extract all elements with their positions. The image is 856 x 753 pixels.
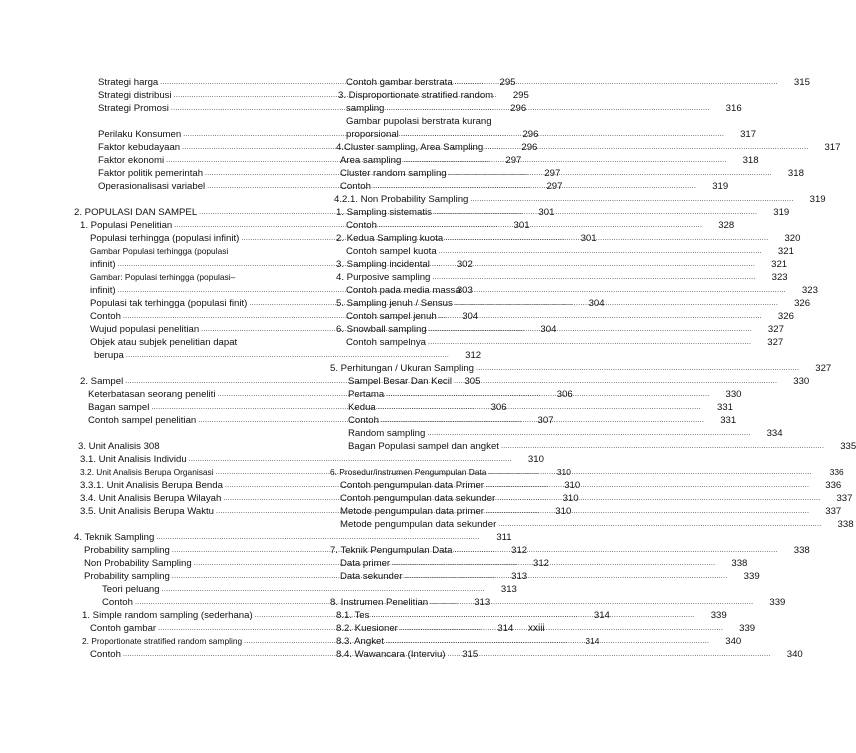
toc-entry bbox=[330, 245, 794, 258]
toc-entry-page: 317 bbox=[740, 129, 757, 140]
toc-entry-page: 310 bbox=[555, 506, 572, 517]
toc-entry-page: 312 bbox=[465, 350, 482, 361]
toc-entry-title: Objek atau subjek penelitian dapat bbox=[90, 337, 238, 348]
toc-entry-title: 2. Kedua Sampling kuota bbox=[336, 233, 444, 244]
toc-entry-page: 336 bbox=[829, 467, 844, 477]
toc-entry-title: berupa bbox=[94, 350, 124, 361]
toc-entry-page: 339 bbox=[769, 597, 786, 608]
toc-entry-title: Contoh gambar bbox=[90, 623, 157, 634]
toc-entry bbox=[330, 414, 737, 427]
toc-entry-title: infinit) bbox=[90, 285, 116, 296]
dot-leader bbox=[495, 492, 822, 505]
toc-entry-title: Faktor ekonomi bbox=[98, 155, 165, 166]
toc-entry-title: Strategi Promosi bbox=[98, 103, 169, 114]
toc-entry bbox=[330, 323, 784, 336]
dot-leader bbox=[371, 180, 698, 193]
toc-entry-title: Probability sampling bbox=[84, 571, 170, 582]
toc-entry-title: Perilaku Konsumen bbox=[98, 129, 182, 140]
toc-entry-page: 318 bbox=[787, 168, 804, 179]
toc-entry bbox=[330, 219, 735, 232]
toc-entry-title: Gambar pupolasi berstrata kurang bbox=[346, 116, 492, 127]
dot-leader bbox=[453, 76, 780, 89]
toc-entry-page: 319 bbox=[773, 207, 790, 218]
toc-entry-title: 8.1. Tes bbox=[336, 610, 370, 621]
toc-entry-page: 301 bbox=[538, 207, 555, 218]
toc-entry-title: Contoh bbox=[102, 597, 133, 608]
toc-entry-page: 327 bbox=[767, 337, 784, 348]
toc-entry bbox=[330, 102, 742, 115]
toc-entry bbox=[330, 284, 818, 297]
dot-leader bbox=[468, 193, 795, 206]
toc-entry-title: 2. Proportionate stratified random sampling bbox=[82, 636, 243, 646]
dot-leader bbox=[384, 635, 711, 648]
toc-entry bbox=[330, 310, 794, 323]
toc-entry-page: 314 bbox=[585, 636, 600, 646]
toc-entry-title: Cluster random sampling bbox=[340, 168, 447, 179]
toc-entry bbox=[330, 544, 810, 557]
dot-leader bbox=[376, 401, 703, 414]
toc-entry-page: 297 bbox=[544, 168, 561, 179]
toc-entry-title: 3. Disproportionate stratified random bbox=[338, 90, 494, 101]
toc-entry-title: 4.Cluster sampling, Area Sampling bbox=[336, 142, 484, 153]
toc-entry-title: Populasi terhingga (populasi infinit) bbox=[90, 233, 240, 244]
toc-entry-page: 319 bbox=[809, 194, 826, 205]
dot-leader bbox=[474, 362, 801, 375]
toc-entry-title: Metode pengumpulan data sekunder bbox=[340, 519, 497, 530]
toc-entry-title: Bagan sampel bbox=[88, 402, 150, 413]
toc-entry-page: 331 bbox=[720, 415, 737, 426]
toc-entry bbox=[330, 570, 760, 583]
toc-entry bbox=[330, 154, 759, 167]
toc-entry-page: 304 bbox=[462, 311, 479, 322]
toc-entry-page: 338 bbox=[793, 545, 810, 556]
toc-entry bbox=[330, 167, 804, 180]
toc-entry bbox=[74, 453, 544, 466]
toc-entry-page: 302 bbox=[456, 259, 473, 270]
toc-entry-page: 335 bbox=[840, 441, 856, 452]
toc-entry-title: 2. Sampel bbox=[80, 376, 124, 387]
toc-entry-page: 310 bbox=[527, 454, 544, 465]
dot-leader bbox=[425, 427, 752, 440]
dot-leader bbox=[432, 206, 759, 219]
toc-entry-title: Metode pengumpulan data primer bbox=[340, 506, 484, 517]
toc-entry-title: 6. Prosedur/instrumen Pengumpulan Data bbox=[330, 467, 487, 477]
toc-entry-page: 312 bbox=[532, 558, 549, 569]
toc-entry-page: 327 bbox=[767, 324, 784, 335]
toc-entry-title: Populasi tak terhingga (populasi finit) bbox=[90, 298, 248, 309]
toc-entry-page: 323 bbox=[771, 272, 788, 283]
dot-leader bbox=[384, 388, 711, 401]
dot-leader bbox=[402, 570, 729, 583]
toc-entry bbox=[330, 375, 810, 388]
toc-entry-title: Data primer bbox=[340, 558, 391, 569]
toc-entry-page: 310 bbox=[562, 493, 579, 504]
toc-entry-title: Bagan Populasi sampel dan angket bbox=[348, 441, 499, 452]
dot-leader bbox=[427, 323, 754, 336]
toc-entry bbox=[330, 336, 784, 349]
toc-entry-title: 4. Teknik Sampling bbox=[74, 532, 155, 543]
toc-entry-page: 340 bbox=[725, 636, 742, 647]
dot-leader bbox=[453, 297, 780, 310]
toc-entry-page: 306 bbox=[556, 389, 573, 400]
toc-entry bbox=[330, 596, 786, 609]
dot-leader bbox=[428, 596, 755, 609]
toc-entry bbox=[330, 258, 788, 271]
toc-entry-page: 320 bbox=[784, 233, 801, 244]
toc-entry-page: 334 bbox=[766, 428, 783, 439]
toc-entry-page: 295 bbox=[512, 90, 529, 101]
toc-entry-title: Contoh bbox=[346, 220, 377, 231]
toc-entry-title: Teori peluang bbox=[102, 584, 160, 595]
toc-entry-title: Contoh pengumpulan data Primer bbox=[340, 480, 484, 491]
toc-entry bbox=[330, 557, 748, 570]
toc-entry-page: 321 bbox=[777, 246, 794, 257]
toc-entry-title: Contoh bbox=[90, 311, 121, 322]
toc-entry-page: 318 bbox=[742, 155, 759, 166]
toc-entry-page: 339 bbox=[743, 571, 760, 582]
toc-entry-title: Pertama bbox=[348, 389, 385, 400]
toc-entry-title: Random sampling bbox=[348, 428, 426, 439]
page-number: xxiii bbox=[528, 623, 545, 634]
toc-entry-title: 3. Unit Analisis 308 bbox=[78, 441, 160, 452]
dot-leader bbox=[426, 336, 753, 349]
toc-entry-title: 4.2.1. Non Probability Sampling bbox=[334, 194, 469, 205]
toc-entry-page: 312 bbox=[511, 545, 528, 556]
toc-entry-title: Wujud populasi penelitian bbox=[90, 324, 200, 335]
toc-entry-page: 304 bbox=[540, 324, 557, 335]
toc-entry-page: 303 bbox=[456, 285, 473, 296]
toc-entry-page: 297 bbox=[546, 181, 563, 192]
toc-entry bbox=[330, 206, 790, 219]
toc-entry-page: 338 bbox=[731, 558, 748, 569]
dot-leader bbox=[483, 141, 810, 154]
toc-entry-title: Kedua bbox=[348, 402, 376, 413]
dot-leader bbox=[443, 232, 770, 245]
toc-entry bbox=[330, 401, 734, 414]
toc-entry-title: 3.4. Unit Analisis Berupa Wilayah bbox=[80, 493, 222, 504]
toc-entry-title: 3.1. Unit Analisis Individu bbox=[80, 454, 187, 465]
toc-entry-page: 330 bbox=[725, 389, 742, 400]
dot-leader bbox=[453, 544, 780, 557]
toc-entry-title: 8. Instrumen Penelitian bbox=[330, 597, 429, 608]
toc-entry-title: 3.3.1. Unit Analisis Berupa Benda bbox=[80, 480, 223, 491]
toc-entry-title: 8.2. Kuesioner bbox=[336, 623, 398, 634]
toc-entry bbox=[330, 128, 757, 141]
dot-leader bbox=[437, 310, 764, 323]
toc-entry-title: 8.3. Angket bbox=[336, 636, 385, 647]
toc-entry-page: 323 bbox=[801, 285, 818, 296]
toc-entry-title: 6. Snowball sampling bbox=[336, 324, 427, 335]
dot-leader bbox=[447, 167, 774, 180]
toc-entry-page: 315 bbox=[793, 77, 810, 88]
toc-entry-title: 3. Sampling incidental bbox=[336, 259, 430, 270]
dot-leader bbox=[486, 466, 813, 479]
toc-entry bbox=[330, 271, 788, 284]
dot-leader bbox=[445, 648, 772, 661]
dot-leader bbox=[484, 505, 811, 518]
toc-entry-title: 8.4. Wawancara (Interviu) bbox=[336, 649, 446, 660]
toc-entry-title: Probability sampling bbox=[84, 545, 170, 556]
toc-entry-page: 319 bbox=[712, 181, 729, 192]
toc-entry-title: 4. Purposive sampling bbox=[336, 272, 431, 283]
toc-entry bbox=[74, 583, 517, 596]
dot-leader bbox=[377, 219, 704, 232]
toc-entry-title: 3.2. Unit Analisis Berupa Organisasi bbox=[80, 467, 214, 477]
dot-leader bbox=[499, 440, 826, 453]
toc-entry-title: 1. Simple random sampling (sederhana) bbox=[82, 610, 253, 621]
toc-entry bbox=[330, 89, 562, 102]
toc-entry-page: 326 bbox=[777, 311, 794, 322]
toc-entry-page: 310 bbox=[556, 467, 571, 477]
dot-leader bbox=[437, 245, 764, 258]
toc-entry-title: Contoh bbox=[348, 415, 379, 426]
toc-entry bbox=[330, 115, 562, 128]
toc-entry-title: 5. Perhitungan / Ukuran Sampling bbox=[330, 363, 474, 374]
toc-entry-title: sampling bbox=[346, 103, 385, 114]
toc-entry bbox=[330, 180, 729, 193]
dot-leader bbox=[390, 557, 717, 570]
toc-entry-page: 314 bbox=[497, 623, 514, 634]
toc-entry-page: 307 bbox=[537, 415, 554, 426]
dot-leader bbox=[369, 609, 696, 622]
toc-entry-title: Keterbatasan seorang peneliti bbox=[88, 389, 216, 400]
toc-entry-title: Contoh sampel penelitian bbox=[88, 415, 197, 426]
toc-entry-title: 3.5. Unit Analisis Berupa Waktu bbox=[80, 506, 215, 517]
toc-entry-page: 305 bbox=[464, 376, 481, 387]
toc-entry-page: 337 bbox=[836, 493, 853, 504]
toc-entry-title: Contoh sampelnya bbox=[346, 337, 426, 348]
toc-entry-page: 296 bbox=[522, 129, 539, 140]
toc-entry-page: 328 bbox=[718, 220, 735, 231]
toc-entry bbox=[74, 531, 512, 544]
toc-entry-page: 313 bbox=[474, 597, 491, 608]
toc-entry-title: 1. Populasi Penelitian bbox=[80, 220, 173, 231]
toc-entry-title: infinit) bbox=[90, 259, 116, 270]
toc-entry-page: 301 bbox=[580, 233, 597, 244]
toc-entry-page: 304 bbox=[588, 298, 605, 309]
toc-entry-page: 338 bbox=[837, 519, 854, 530]
toc-entry-page: 313 bbox=[511, 571, 528, 582]
toc-entry-page: 340 bbox=[786, 649, 803, 660]
toc-entry-title: Contoh pengumpulan data sekunder bbox=[340, 493, 496, 504]
toc-entry-page: 336 bbox=[825, 480, 842, 491]
toc-entry-title: Area sampling bbox=[340, 155, 402, 166]
toc-entry-page: 313 bbox=[500, 584, 517, 595]
dot-leader bbox=[430, 271, 757, 284]
toc-entry-page: 327 bbox=[815, 363, 832, 374]
toc-entry-title: Gambar: Populasi terhingga (populasi– bbox=[90, 272, 236, 282]
toc-entry bbox=[330, 648, 803, 661]
toc-entry-title: 5. Sampling jenuh / Sensus bbox=[336, 298, 453, 309]
toc-entry-title: Non Probability Sampling bbox=[84, 558, 192, 569]
toc-entry bbox=[330, 440, 856, 453]
toc-entry-title: Contoh sampel kuota bbox=[346, 246, 437, 257]
dot-leader bbox=[399, 128, 726, 141]
dot-leader bbox=[452, 375, 779, 388]
toc-entry-page: 316 bbox=[725, 103, 742, 114]
toc-entry bbox=[330, 427, 783, 440]
toc-entry bbox=[330, 141, 841, 154]
toc-entry-title: proporsional bbox=[346, 129, 399, 140]
toc-entry-page: 310 bbox=[564, 480, 581, 491]
toc-entry-page: 306 bbox=[490, 402, 507, 413]
toc-entry-title: 7. Teknik Pengumpulan Data bbox=[330, 545, 453, 556]
toc-entry-page: 314 bbox=[593, 610, 610, 621]
dot-leader bbox=[401, 154, 728, 167]
toc-entry-page: 317 bbox=[824, 142, 841, 153]
toc-entry-page: 337 bbox=[825, 506, 842, 517]
toc-entry-title: 1. Sampling sistematis bbox=[336, 207, 432, 218]
toc-entry-page: 296 bbox=[510, 103, 527, 114]
toc-entry-title: Operasionalisasi variabel bbox=[98, 181, 206, 192]
toc-entry bbox=[74, 440, 304, 453]
toc-entry-page: 295 bbox=[499, 77, 516, 88]
toc-entry-page: 339 bbox=[710, 610, 727, 621]
toc-entry bbox=[330, 362, 832, 375]
toc-entry-page: 331 bbox=[717, 402, 734, 413]
toc-entry bbox=[74, 414, 554, 427]
toc-entry-page: 326 bbox=[794, 298, 811, 309]
toc-entry bbox=[330, 518, 854, 531]
toc-entry-page: 330 bbox=[793, 376, 810, 387]
toc-entry-page: 339 bbox=[739, 623, 756, 634]
dot-leader bbox=[496, 518, 823, 531]
toc-entry-title: 2. POPULASI DAN SAMPEL bbox=[74, 207, 198, 218]
toc-entry-page: 301 bbox=[513, 220, 530, 231]
toc-entry bbox=[330, 193, 826, 206]
toc-entry bbox=[74, 271, 304, 284]
toc-entry-title: Data sekunder bbox=[340, 571, 403, 582]
toc-entry-title: Contoh gambar berstrata bbox=[346, 77, 453, 88]
toc-entry bbox=[330, 76, 810, 89]
toc-entry bbox=[74, 245, 304, 258]
toc-entry-title: Contoh bbox=[90, 649, 121, 660]
dot-leader bbox=[461, 284, 788, 297]
dot-leader bbox=[384, 102, 711, 115]
dot-leader bbox=[398, 622, 725, 635]
toc-entry-title: Contoh bbox=[340, 181, 371, 192]
toc-entry-title: Faktor politik pemerintah bbox=[98, 168, 204, 179]
toc-entry-title: Faktor kebudayaan bbox=[98, 142, 181, 153]
toc-entry-title: Contoh sampel jenuh bbox=[346, 311, 437, 322]
toc-entry bbox=[74, 349, 482, 362]
toc-entry-page: 311 bbox=[496, 532, 512, 543]
toc-entry-title: Contoh pada media massa bbox=[346, 285, 461, 296]
toc-entry-title: Strategi harga bbox=[98, 77, 159, 88]
dot-leader bbox=[484, 479, 811, 492]
toc-entry-title: Sampel Besar Dan Kecil bbox=[348, 376, 452, 387]
dot-leader bbox=[379, 414, 706, 427]
toc-entry-page: 296 bbox=[521, 142, 538, 153]
toc-entry bbox=[74, 336, 304, 349]
toc-entry-title: Gambar Populasi terhingga (populasi bbox=[90, 246, 229, 256]
toc-entry-page: 297 bbox=[505, 155, 522, 166]
toc-entry-page: 321 bbox=[771, 259, 788, 270]
dot-leader bbox=[430, 258, 757, 271]
toc-entry-title: Strategi distribusi bbox=[98, 90, 172, 101]
toc-entry-page: 315 bbox=[462, 649, 479, 660]
